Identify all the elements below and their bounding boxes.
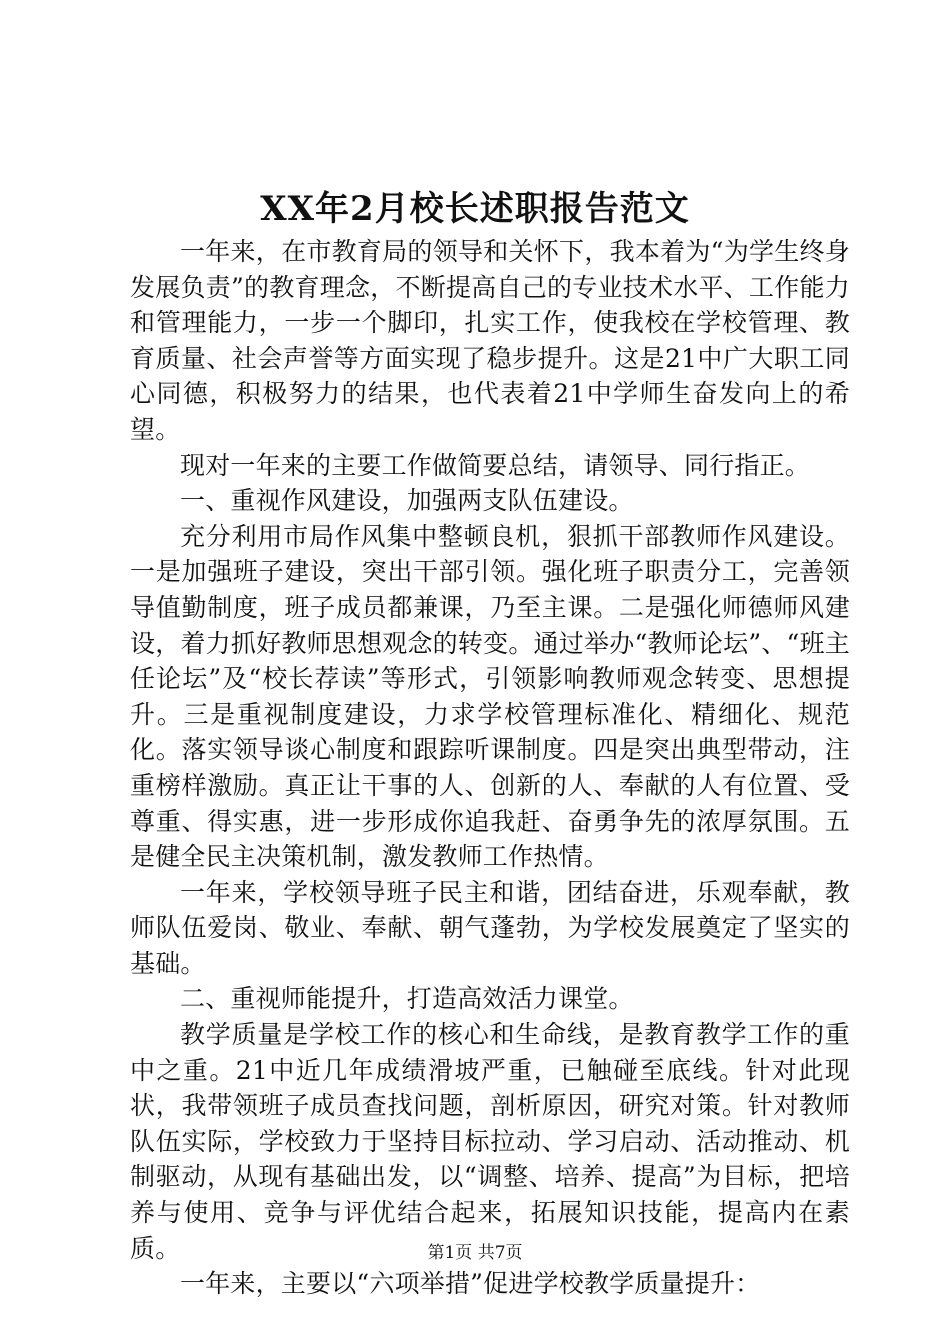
paragraph-team-result: 一年来，学校领导班子民主和谐，团结奋进，乐观奉献，教师队伍爱岗、敬业、奉献、朝气蓬勃，为学校发展奠定了坚实的基础。	[130, 877, 850, 978]
section-heading-1: 一、重视作风建设，加强两支队伍建设。	[180, 486, 634, 516]
paragraph-summary-request: 现对一年来的主要工作做简要总结，请领导、同行指正。	[180, 450, 811, 480]
paragraph-style-building: 充分利用市局作风集中整顿良机，狠抓干部教师作风建设。一是加强班子建设，突出干部引领。强化班子职责分工，完善领导值勤制度，班子成员都兼课，乃至主课。二是强化师德师风建设，着力抓好教师思想观念的转变。通过举办“教师论坛”、“班主任论坛”及“校长荐读”等形式，引领影响教师观念转变、思想提升。三是重视制度建设，力求学校管理标准化、精细化、规范化。落实领导谈心制度和跟踪听课制度。四是突出典型带动，注重榜样激励。真正让干事的人、创新的人、奉献的人有位置、受尊重、得实惠，进一步形成你追我赶、奋勇争先的浓厚氛围。五是健全民主决策机制，激发教师工作热情。	[130, 521, 850, 872]
section-heading-2: 二、重视师能提升，打造高效活力课堂。	[180, 984, 634, 1014]
paragraph-intro: 一年来，在市教育局的领导和关怀下，我本着为“为学生终身发展负责”的教育理念，不断提高自己的专业技术水平、工作能力和管理能力，一步一个脚印，扎实工作，使我校在学校管理、教育质量、社会声誉等方面实现了稳步提升。这是21中广大职工同心同德，积极努力的结果，也代表着21中学师生奋发向上的希望。	[130, 237, 850, 444]
document-title: XX年2月校长述职报告范文	[260, 189, 690, 229]
paragraph-six-measures: 一年来，主要以“六项举措”促进学校教学质量提升：	[180, 1269, 761, 1299]
paragraph-teaching-quality: 教学质量是学校工作的核心和生命线，是教育教学工作的重中之重。21中近几年成绩滑坡严重，已触碰至底线。针对此现状，我带领班子成员查找问题，剖析原因，研究对策。针对教师队伍实际，学校致力于坚持目标拉动、学习启动、活动推动、机制驱动，从现有基础出发，以“调整、培养、提高”为目标，把培养与使用、竞争与评优结合起来，拓展知识技能，提高内在素质。	[130, 1020, 850, 1263]
document-body	[130, 234, 850, 1302]
page-indicator: 第1页 共7页	[427, 1243, 523, 1263]
